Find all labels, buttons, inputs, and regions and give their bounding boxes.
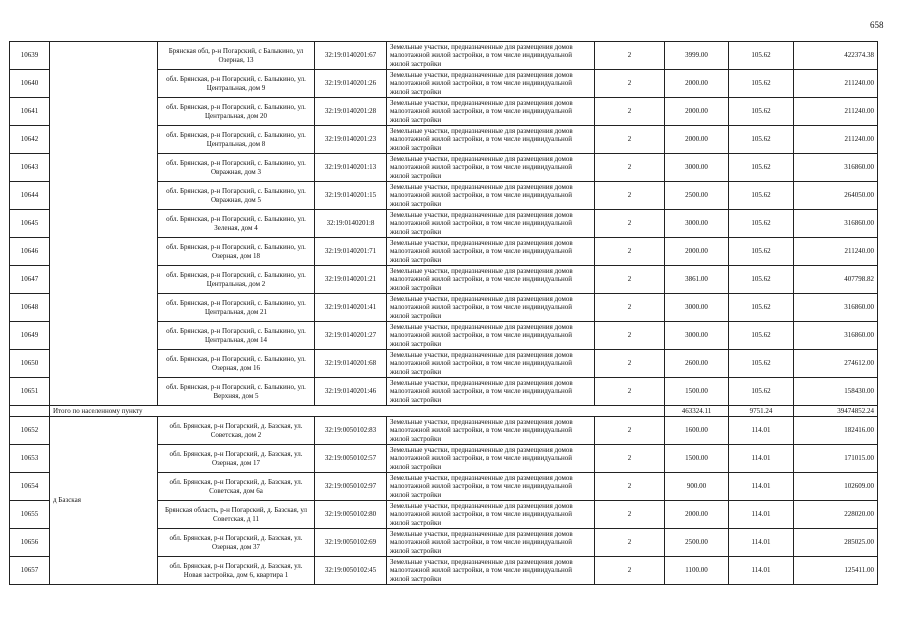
cadastral-value-cell: 285025.00 bbox=[794, 529, 878, 557]
group-cell: 2 bbox=[595, 182, 665, 210]
group-cell: 2 bbox=[595, 42, 665, 70]
area-cell: 2000.00 bbox=[665, 501, 729, 529]
rate-cell: 105.62 bbox=[729, 42, 794, 70]
address-cell: обл. Брянская, р-н Погарский, с. Балыкино, ул. Центральная, дом 2 bbox=[158, 266, 315, 294]
address-cell: обл. Брянская, р-н Погарский, д. Базская, ул. Озерная, дом 37 bbox=[158, 529, 315, 557]
total-area: 463324.11 bbox=[665, 406, 729, 417]
address-cell: обл. Брянская, р-н Погарский, с. Балыкино, ул. Верхняя, дом 5 bbox=[158, 378, 315, 406]
group-cell: 2 bbox=[595, 154, 665, 182]
rate-cell: 105.62 bbox=[729, 126, 794, 154]
address-cell: обл. Брянская, р-н Погарский, д. Базская, ул. Советская, дом 6а bbox=[158, 473, 315, 501]
group-cell: 2 bbox=[595, 294, 665, 322]
rate-cell: 114.01 bbox=[729, 557, 794, 585]
row-number: 10639 bbox=[10, 42, 50, 70]
cadastral-number-cell: 32:19:0140201:21 bbox=[315, 266, 387, 294]
address-cell: обл. Брянская, р-н Погарский, с. Балыкино, ул. Центральная, дом 9 bbox=[158, 70, 315, 98]
settlement-name: д Базская bbox=[50, 417, 158, 585]
rate-cell: 105.62 bbox=[729, 266, 794, 294]
cadastral-number-cell: 32:19:0140201:67 bbox=[315, 42, 387, 70]
cadastral-number-cell: 32:19:0140201:8 bbox=[315, 210, 387, 238]
page-number: 658 bbox=[870, 20, 884, 30]
row-number: 10646 bbox=[10, 238, 50, 266]
land-purpose-cell: Земельные участки, предназначенные для размещения домов малоэтажной жилой застройки, в том числе индивидуальной жилой застройки bbox=[387, 529, 595, 557]
land-purpose-cell: Земельные участки, предназначенные для размещения домов малоэтажной жилой застройки, в том числе индивидуальной жилой застройки bbox=[387, 126, 595, 154]
area-cell: 2000.00 bbox=[665, 70, 729, 98]
settlement-name bbox=[50, 42, 158, 406]
cadastral-value-cell: 125411.00 bbox=[794, 557, 878, 585]
group-cell: 2 bbox=[595, 322, 665, 350]
cadastral-value-cell: 158430.00 bbox=[794, 378, 878, 406]
address-cell: обл. Брянская, р-н Погарский, д. Базская, ул. Озерная, дом 17 bbox=[158, 445, 315, 473]
cadastral-number-cell: 32:19:0140201:13 bbox=[315, 154, 387, 182]
address-cell: обл. Брянская, р-н Погарский, с. Балыкино, ул. Овражная, дом 5 bbox=[158, 182, 315, 210]
address-cell: обл. Брянская, р-н Погарский, с. Балыкино, ул. Центральная, дом 14 bbox=[158, 322, 315, 350]
address-cell: обл. Брянская, р-н Погарский, с. Балыкино, ул. Озерная, дом 16 bbox=[158, 350, 315, 378]
row-number: 10654 bbox=[10, 473, 50, 501]
land-purpose-cell: Земельные участки, предназначенные для размещения домов малоэтажной жилой застройки, в том числе индивидуальной жилой застройки bbox=[387, 238, 595, 266]
row-number: 10645 bbox=[10, 210, 50, 238]
total-blank-cell bbox=[10, 406, 50, 417]
table-row bbox=[10, 42, 878, 70]
address-cell: обл. Брянская, р-н Погарский, с. Балыкино, ул. Овражная, дом 3 bbox=[158, 154, 315, 182]
row-number: 10640 bbox=[10, 70, 50, 98]
land-purpose-cell: Земельные участки, предназначенные для размещения домов малоэтажной жилой застройки, в том числе индивидуальной жилой застройки bbox=[387, 378, 595, 406]
address-cell: обл. Брянская, р-н Погарский, с. Балыкино, ул. Озерная, дом 18 bbox=[158, 238, 315, 266]
group-cell: 2 bbox=[595, 126, 665, 154]
row-number: 10648 bbox=[10, 294, 50, 322]
land-purpose-cell: Земельные участки, предназначенные для размещения домов малоэтажной жилой застройки, в том числе индивидуальной жилой застройки bbox=[387, 501, 595, 529]
cadastral-number-cell: 32:19:0140201:46 bbox=[315, 378, 387, 406]
address-cell: обл. Брянская, р-н Погарский, с. Балыкино, ул. Центральная, дом 21 bbox=[158, 294, 315, 322]
row-number: 10647 bbox=[10, 266, 50, 294]
land-purpose-cell: Земельные участки, предназначенные для размещения домов малоэтажной жилой застройки, в том числе индивидуальной жилой застройки bbox=[387, 445, 595, 473]
land-purpose-cell: Земельные участки, предназначенные для размещения домов малоэтажной жилой застройки, в том числе индивидуальной жилой застройки bbox=[387, 350, 595, 378]
group-cell: 2 bbox=[595, 98, 665, 126]
group-cell: 2 bbox=[595, 266, 665, 294]
group-cell: 2 bbox=[595, 350, 665, 378]
area-cell: 3000.00 bbox=[665, 322, 729, 350]
land-purpose-cell: Земельные участки, предназначенные для размещения домов малоэтажной жилой застройки, в том числе индивидуальной жилой застройки bbox=[387, 98, 595, 126]
cadastral-number-cell: 32:19:0050102:97 bbox=[315, 473, 387, 501]
rate-cell: 114.01 bbox=[729, 529, 794, 557]
address-cell: обл. Брянская, р-н Погарский, с. Балыкино, ул. Зеленая, дом 4 bbox=[158, 210, 315, 238]
total-label: Итого по населенному пункту bbox=[50, 406, 665, 417]
address-cell: обл. Брянская, р-н Погарский, с. Балыкино, ул. Центральная, дом 20 bbox=[158, 98, 315, 126]
land-purpose-cell: Земельные участки, предназначенные для размещения домов малоэтажной жилой застройки, в том числе индивидуальной жилой застройки bbox=[387, 182, 595, 210]
land-purpose-cell: Земельные участки, предназначенные для размещения домов малоэтажной жилой застройки, в том числе индивидуальной жилой застройки bbox=[387, 417, 595, 445]
group-cell: 2 bbox=[595, 70, 665, 98]
area-cell: 1500.00 bbox=[665, 378, 729, 406]
cadastral-number-cell: 32:19:0140201:41 bbox=[315, 294, 387, 322]
row-number: 10641 bbox=[10, 98, 50, 126]
cadastral-number-cell: 32:19:0050102:83 bbox=[315, 417, 387, 445]
cadastral-number-cell: 32:19:0050102:45 bbox=[315, 557, 387, 585]
cadastral-value-cell: 407798.82 bbox=[794, 266, 878, 294]
row-number: 10652 bbox=[10, 417, 50, 445]
cadastral-number-cell: 32:19:0140201:23 bbox=[315, 126, 387, 154]
cadastral-value-cell: 264050.00 bbox=[794, 182, 878, 210]
area-cell: 3000.00 bbox=[665, 210, 729, 238]
cadastral-number-cell: 32:19:0140201:27 bbox=[315, 322, 387, 350]
group-cell: 2 bbox=[595, 445, 665, 473]
row-number: 10653 bbox=[10, 445, 50, 473]
area-cell: 2500.00 bbox=[665, 182, 729, 210]
rate-cell: 105.62 bbox=[729, 182, 794, 210]
cadastral-value-cell: 316860.00 bbox=[794, 322, 878, 350]
area-cell: 2000.00 bbox=[665, 238, 729, 266]
group-cell: 2 bbox=[595, 529, 665, 557]
area-cell: 2000.00 bbox=[665, 98, 729, 126]
cadastral-value-cell: 211240.00 bbox=[794, 98, 878, 126]
row-number: 10643 bbox=[10, 154, 50, 182]
cadastral-number-cell: 32:19:0140201:71 bbox=[315, 238, 387, 266]
area-cell: 2500.00 bbox=[665, 529, 729, 557]
land-purpose-cell: Земельные участки, предназначенные для размещения домов малоэтажной жилой застройки, в том числе индивидуальной жилой застройки bbox=[387, 266, 595, 294]
group-cell: 2 bbox=[595, 501, 665, 529]
cadastral-value-cell: 316860.00 bbox=[794, 154, 878, 182]
rate-cell: 105.62 bbox=[729, 154, 794, 182]
rate-cell: 114.01 bbox=[729, 445, 794, 473]
land-purpose-cell: Земельные участки, предназначенные для размещения домов малоэтажной жилой застройки, в том числе индивидуальной жилой застройки bbox=[387, 210, 595, 238]
group-cell: 2 bbox=[595, 557, 665, 585]
group-cell: 2 bbox=[595, 473, 665, 501]
land-purpose-cell: Земельные участки, предназначенные для размещения домов малоэтажной жилой застройки, в том числе индивидуальной жилой застройки bbox=[387, 42, 595, 70]
table-row bbox=[10, 417, 878, 445]
group-cell: 2 bbox=[595, 417, 665, 445]
cadastral-value-cell: 316860.00 bbox=[794, 294, 878, 322]
row-number: 10657 bbox=[10, 557, 50, 585]
land-register-table bbox=[9, 41, 878, 585]
land-purpose-cell: Земельные участки, предназначенные для размещения домов малоэтажной жилой застройки, в том числе индивидуальной жилой застройки bbox=[387, 70, 595, 98]
row-number: 10644 bbox=[10, 182, 50, 210]
rate-cell: 105.62 bbox=[729, 378, 794, 406]
cadastral-value-cell: 102609.00 bbox=[794, 473, 878, 501]
row-number: 10655 bbox=[10, 501, 50, 529]
cadastral-value-cell: 182416.00 bbox=[794, 417, 878, 445]
rate-cell: 105.62 bbox=[729, 294, 794, 322]
row-number: 10656 bbox=[10, 529, 50, 557]
cadastral-value-cell: 274612.00 bbox=[794, 350, 878, 378]
area-cell: 3000.00 bbox=[665, 154, 729, 182]
settlement-total-row bbox=[10, 406, 878, 417]
area-cell: 1600.00 bbox=[665, 417, 729, 445]
cadastral-number-cell: 32:19:0050102:69 bbox=[315, 529, 387, 557]
cadastral-value-cell: 171015.00 bbox=[794, 445, 878, 473]
group-cell: 2 bbox=[595, 238, 665, 266]
area-cell: 2000.00 bbox=[665, 126, 729, 154]
cadastral-value-cell: 422374.38 bbox=[794, 42, 878, 70]
cadastral-value-cell: 316860.00 bbox=[794, 210, 878, 238]
cadastral-number-cell: 32:19:0140201:15 bbox=[315, 182, 387, 210]
rate-cell: 105.62 bbox=[729, 210, 794, 238]
cadastral-number-cell: 32:19:0050102:80 bbox=[315, 501, 387, 529]
cadastral-number-cell: 32:19:0050102:57 bbox=[315, 445, 387, 473]
area-cell: 1100.00 bbox=[665, 557, 729, 585]
cadastral-number-cell: 32:19:0140201:26 bbox=[315, 70, 387, 98]
land-purpose-cell: Земельные участки, предназначенные для размещения домов малоэтажной жилой застройки, в том числе индивидуальной жилой застройки bbox=[387, 294, 595, 322]
land-purpose-cell: Земельные участки, предназначенные для размещения домов малоэтажной жилой застройки, в том числе индивидуальной жилой застройки bbox=[387, 557, 595, 585]
area-cell: 1500.00 bbox=[665, 445, 729, 473]
row-number: 10649 bbox=[10, 322, 50, 350]
land-purpose-cell: Земельные участки, предназначенные для размещения домов малоэтажной жилой застройки, в том числе индивидуальной жилой застройки bbox=[387, 322, 595, 350]
area-cell: 3000.00 bbox=[665, 294, 729, 322]
rate-cell: 114.01 bbox=[729, 473, 794, 501]
group-cell: 2 bbox=[595, 378, 665, 406]
area-cell: 3861.00 bbox=[665, 266, 729, 294]
land-purpose-cell: Земельные участки, предназначенные для размещения домов малоэтажной жилой застройки, в том числе индивидуальной жилой застройки bbox=[387, 473, 595, 501]
address-cell: обл. Брянская, р-н Погарский, д. Базская, ул. Новая застройка, дом 6, квартира 1 bbox=[158, 557, 315, 585]
rate-cell: 105.62 bbox=[729, 350, 794, 378]
cadastral-value-cell: 211240.00 bbox=[794, 70, 878, 98]
rate-cell: 114.01 bbox=[729, 501, 794, 529]
land-purpose-cell: Земельные участки, предназначенные для размещения домов малоэтажной жилой застройки, в том числе индивидуальной жилой застройки bbox=[387, 154, 595, 182]
area-cell: 3999.00 bbox=[665, 42, 729, 70]
row-number: 10650 bbox=[10, 350, 50, 378]
cadastral-number-cell: 32:19:0140201:28 bbox=[315, 98, 387, 126]
area-cell: 2600.00 bbox=[665, 350, 729, 378]
row-number: 10642 bbox=[10, 126, 50, 154]
cadastral-value-cell: 211240.00 bbox=[794, 238, 878, 266]
address-cell: обл. Брянская, р-н Погарский, с. Балыкино, ул. Центральная, дом 8 bbox=[158, 126, 315, 154]
address-cell: Брянская обл, р-н Погарский, с Балыкино, ул Озерная, 13 bbox=[158, 42, 315, 70]
cadastral-number-cell: 32:19:0140201:68 bbox=[315, 350, 387, 378]
rate-cell: 105.62 bbox=[729, 322, 794, 350]
area-cell: 900.00 bbox=[665, 473, 729, 501]
row-number: 10651 bbox=[10, 378, 50, 406]
group-cell: 2 bbox=[595, 210, 665, 238]
address-cell: Брянская область, р-н Погарский, д. Базская, ул Советская, д 11 bbox=[158, 501, 315, 529]
total-value: 39474852.24 bbox=[794, 406, 878, 417]
total-rate: 9751.24 bbox=[729, 406, 794, 417]
address-cell: обл. Брянская, р-н Погарский, д. Базская, ул. Советская, дом 2 bbox=[158, 417, 315, 445]
rate-cell: 105.62 bbox=[729, 98, 794, 126]
rate-cell: 114.01 bbox=[729, 417, 794, 445]
rate-cell: 105.62 bbox=[729, 70, 794, 98]
cadastral-value-cell: 211240.00 bbox=[794, 126, 878, 154]
rate-cell: 105.62 bbox=[729, 238, 794, 266]
cadastral-value-cell: 228020.00 bbox=[794, 501, 878, 529]
